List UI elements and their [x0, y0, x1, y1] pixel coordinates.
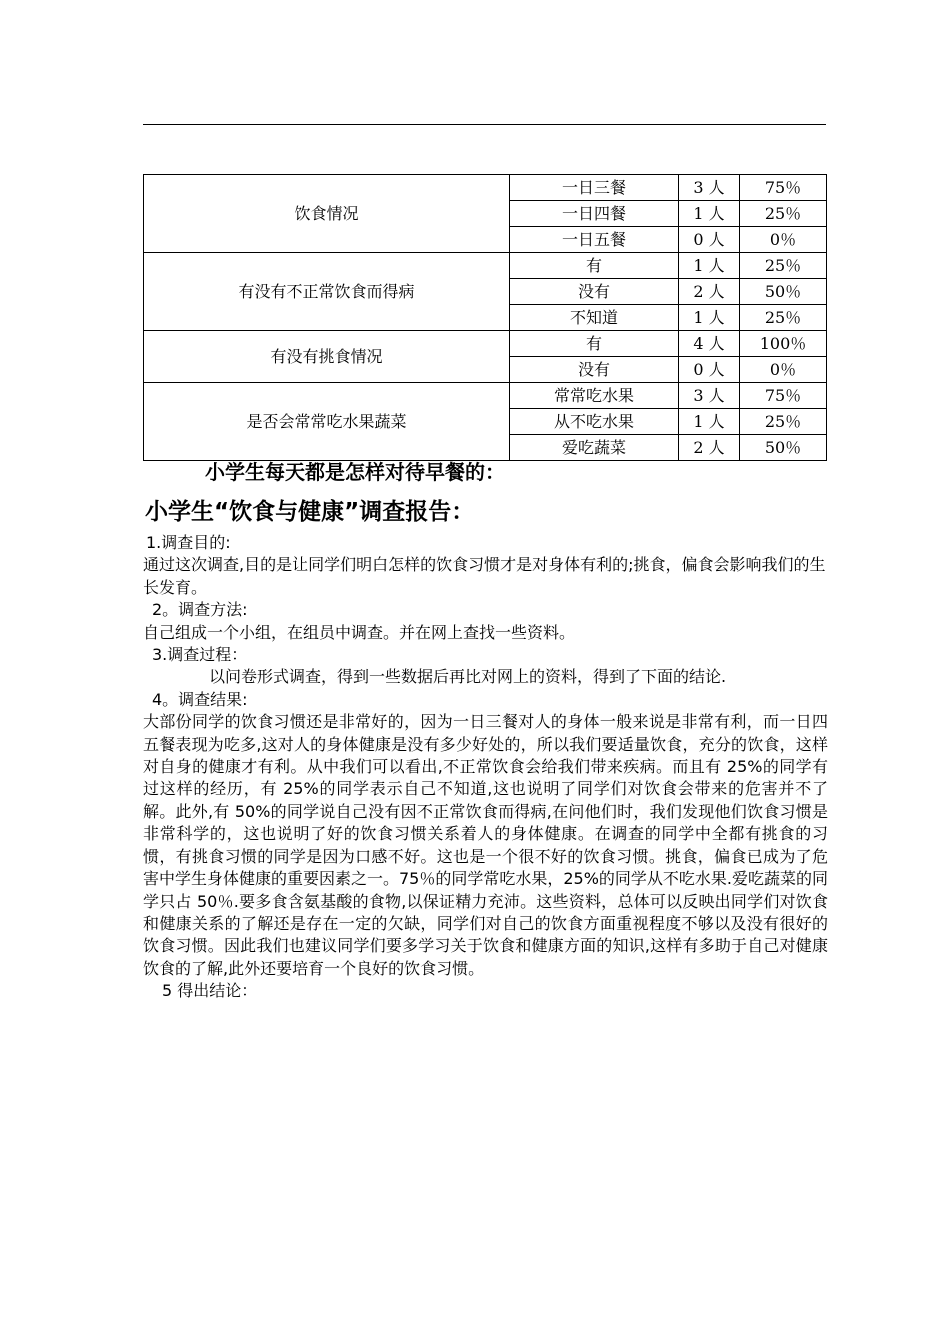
percent-cell: 25％	[740, 409, 827, 435]
group-label: 是否会常常吃水果蔬菜	[144, 383, 510, 461]
group-label: 饮食情况	[144, 175, 510, 253]
section-2-title: 2。调查方法:	[152, 600, 248, 620]
section-1-title: 1.调查目的:	[146, 533, 231, 552]
section-5-title: 5 得出结论：	[162, 981, 258, 1001]
count-cell: 1 人	[679, 253, 740, 279]
header-rule	[143, 124, 826, 125]
percent-cell: 75％	[740, 383, 827, 409]
percent-cell: 100％	[740, 331, 827, 357]
count-cell: 0 人	[679, 227, 740, 253]
survey-table	[143, 174, 827, 461]
option-cell: 不知道	[510, 305, 679, 331]
section-2-text: 自己组成一个小组，在组员中调查。并在网上查找一些资料。	[143, 622, 576, 642]
table-row	[144, 383, 827, 409]
option-cell: 爱吃蔬菜	[510, 435, 679, 461]
section-3-text: 以问卷形式调查，得到一些数据后再比对网上的资料，得到了下面的结论.	[209, 667, 727, 687]
section-3-title: 3.调查过程：	[152, 645, 248, 665]
percent-cell: 25％	[740, 253, 827, 279]
percent-cell: 25％	[740, 305, 827, 331]
count-cell: 3 人	[679, 175, 740, 201]
count-cell: 4 人	[679, 331, 740, 357]
option-cell: 常常吃水果	[510, 383, 679, 409]
option-cell: 一日三餐	[510, 175, 679, 201]
section-4-title: 4。调查结果:	[152, 689, 248, 709]
count-cell: 0 人	[679, 357, 740, 383]
report-title: 小学生“饮食与健康”调查报告：	[145, 499, 475, 525]
percent-cell: 0％	[740, 357, 827, 383]
section-1-text: 通过这次调查,目的是让同学们明白怎样的饮食习惯才是对身体有利的;挑食，偏食会影响我们的生长发育。	[143, 555, 826, 597]
percent-cell: 0％	[740, 227, 827, 253]
group-label: 有没有挑食情况	[144, 331, 510, 383]
count-cell: 1 人	[679, 201, 740, 227]
percent-cell: 25％	[740, 201, 827, 227]
table-row	[144, 175, 827, 201]
option-cell: 有	[510, 253, 679, 279]
count-cell: 3 人	[679, 383, 740, 409]
table-row	[144, 331, 827, 357]
survey-table-body	[144, 175, 827, 461]
option-cell: 一日五餐	[510, 227, 679, 253]
count-cell: 1 人	[679, 305, 740, 331]
count-cell: 2 人	[679, 279, 740, 305]
report-body	[143, 532, 828, 1003]
percent-cell: 50％	[740, 279, 827, 305]
option-cell: 从不吃水果	[510, 409, 679, 435]
breakfast-heading: 小学生每天都是怎样对待早餐的：	[205, 460, 505, 484]
option-cell: 没有	[510, 279, 679, 305]
percent-cell: 50％	[740, 435, 827, 461]
table-row	[144, 253, 827, 279]
option-cell: 一日四餐	[510, 201, 679, 227]
option-cell: 没有	[510, 357, 679, 383]
count-cell: 2 人	[679, 435, 740, 461]
percent-cell: 75％	[740, 175, 827, 201]
option-cell: 有	[510, 331, 679, 357]
section-4-text: 大部份同学的饮食习惯还是非常好的，因为一日三餐对人的身体一般来说是非常有利，而一日四五餐表现为吃多,这对人的身体健康是没有多少好处的，所以我们要适量饮食，充分的饮食，这样对自身的健康才有利。从中我们可以看出,不正常饮食会给我们带来疾病。而且有 25%的同学有过这样的经历，有 25%的同学表示自己不知道,这也说明了同学们对饮食会带来的危害并不了解。此外,有 50%的同学说自己没有因不正常饮食而得病,在问他们时，我们发现他们饮食习惯是非常科学的，这也说明了好的饮食习惯关系着人的身体健康。在调查的同学中全都有挑食的习惯，有挑食习惯的同学是因为口感不好。这也是一个很不好的饮食习惯。挑食，偏食已成为了危害中学生身体健康的重要因素之一。75％的同学常吃水果，25%的同学从不吃水果.爱吃蔬菜的同学只占 50％.要多食含氨基酸的食物,以保证精力充沛。这些资料，总体可以反映出同学们对饮食和健康关系的了解还是存在一定的欠缺，同学们对自己的饮食方面重视程度不够以及没有很好的饮食习惯。因此我们也建议同学们要多学习关于饮食和健康方面的知识,这样有多助于自己对健康饮食的了解,此外还要培育一个良好的饮食习惯。	[143, 712, 829, 978]
count-cell: 1 人	[679, 409, 740, 435]
group-label: 有没有不正常饮食而得病	[144, 253, 510, 331]
